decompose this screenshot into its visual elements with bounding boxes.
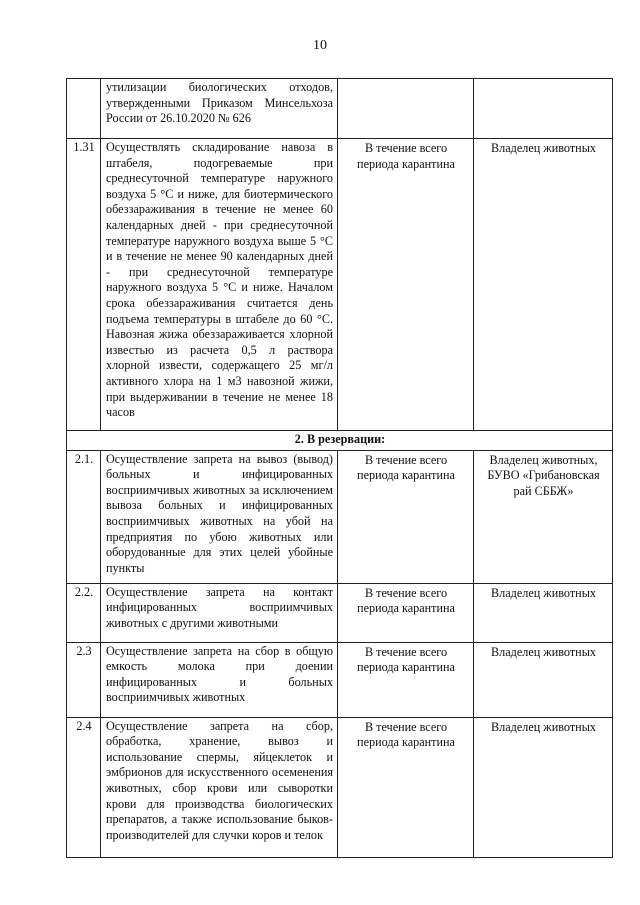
measure-responsible: Владелец животных bbox=[474, 642, 613, 717]
measure-responsible: Владелец животных, БУВО «Грибановская рай СББЖ» bbox=[474, 450, 613, 583]
table-row bbox=[67, 79, 613, 139]
measure-term: В течение всего периода карантина bbox=[338, 642, 474, 717]
table-row bbox=[67, 717, 613, 857]
section-title: 2. В резервации: bbox=[67, 431, 613, 451]
section-row bbox=[67, 431, 613, 451]
row-number bbox=[67, 79, 101, 139]
table-row bbox=[67, 583, 613, 642]
measure-responsible bbox=[474, 79, 613, 139]
page-number: 10 bbox=[313, 38, 327, 53]
measure-description: утилизации биологических отходов, утвержденными Приказом Минсельхоза России от 26.10.2020 № 626 bbox=[101, 79, 338, 139]
measure-responsible: Владелец животных bbox=[474, 139, 613, 431]
measure-description: Осуществление запрета на сбор в общую емкость молока при доении инфицированных и больных восприимчивых животных bbox=[101, 642, 338, 717]
row-number: 2.2. bbox=[67, 583, 101, 642]
measure-term: В течение всего периода карантина bbox=[338, 450, 474, 583]
measures-table bbox=[66, 78, 613, 858]
table-row bbox=[67, 450, 613, 583]
measure-description: Осуществлять складирование навоза в штабеля, подогреваемые при среднесуточной температуре наружного воздуха 5 °С и ниже, для биотермического обеззараживания в течение не менее 60 календарных дней - при среднесуточной температуре наружного воздуха выше 5 °С и в течение не менее 90 календарных дней - при среднесуточной температуре наружного воздуха 5 °С и ниже. Началом срока обеззараживания считается день подъема температуры в штабеле до 60 °С. Навозная жижа обеззараживается хлорной известью из расчета 0,5 л раствора хлорной извести, содержащего 25 мг/л активного хлора на 1 м3 навозной жижи, при выдерживании в течение не менее 18 часов bbox=[101, 139, 338, 431]
measure-term: В течение всего периода карантина bbox=[338, 583, 474, 642]
measure-description: Осуществление запрета на вывоз (вывод) больных и инфицированных восприимчивых животных за исключением вывоза больных и инфицированных восприимчивых животных на убой на предприятия по убою животных или оборудованные для этих целей убойные пункты bbox=[101, 450, 338, 583]
measure-description: Осуществление запрета на сбор, обработка, хранение, вывоз и использование спермы, яйцеклеток и эмбрионов для искусственного осеменения животных, сбор крови или сыворотки крови для производства биологических препаратов, а также использование быков-производителей для случки коров и телок bbox=[101, 717, 338, 857]
measure-description: Осуществление запрета на контакт инфицированных восприимчивых животных с другими животными bbox=[101, 583, 338, 642]
row-number: 2.3 bbox=[67, 642, 101, 717]
row-number: 2.1. bbox=[67, 450, 101, 583]
row-number: 2.4 bbox=[67, 717, 101, 857]
measure-term: В течение всего периода карантина bbox=[338, 717, 474, 857]
measure-term: В течение всего периода карантина bbox=[338, 139, 474, 431]
table-row bbox=[67, 139, 613, 431]
row-number: 1.31 bbox=[67, 139, 101, 431]
table-row bbox=[67, 642, 613, 717]
measure-term bbox=[338, 79, 474, 139]
measure-responsible: Владелец животных bbox=[474, 583, 613, 642]
measure-responsible: Владелец животных bbox=[474, 717, 613, 857]
